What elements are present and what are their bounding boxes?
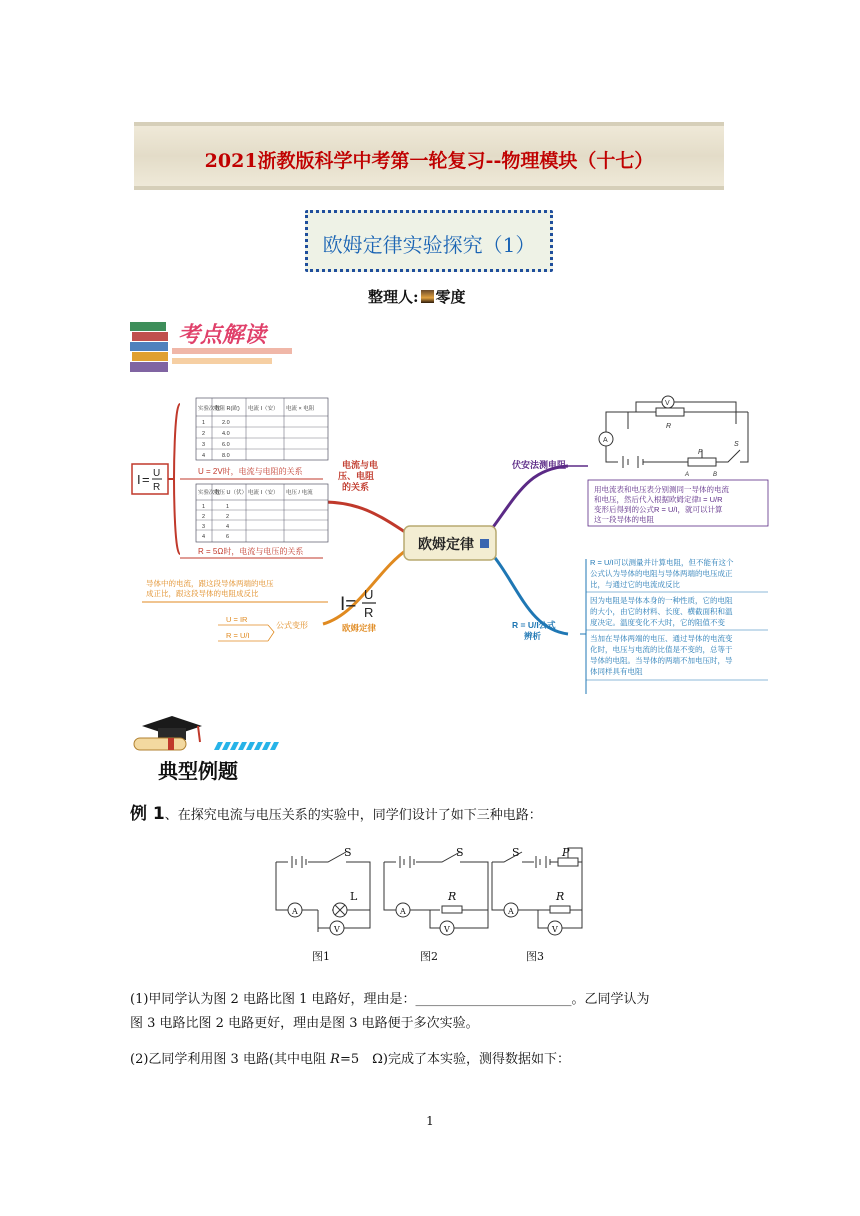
svg-text:R: R xyxy=(364,605,374,620)
mindmap-center-label: 欧姆定律 xyxy=(418,536,474,552)
svg-text:4: 4 xyxy=(202,453,206,459)
svg-text:A: A xyxy=(292,907,298,916)
circuit-figure-3 xyxy=(492,848,582,935)
svg-text:8.0: 8.0 xyxy=(222,453,230,459)
author-avatar-icon xyxy=(421,290,434,303)
svg-text:比，与通过它的电流成反比: 比，与通过它的电流成反比 xyxy=(590,580,680,589)
svg-text:的大小，由它的材料、长度、横截面积和温: 的大小，由它的材料、长度、横截面积和温 xyxy=(590,607,733,616)
svg-text:R: R xyxy=(556,890,565,903)
svg-text:化时，电压与电流的比值是不变的，总等于: 化时，电压与电流的比值是不变的，总等于 xyxy=(590,645,733,654)
svg-text:实验次数: 实验次数 xyxy=(198,490,221,496)
svg-text:B: B xyxy=(713,472,718,478)
svg-text:L: L xyxy=(350,890,358,903)
question-2: (2)乙同学利用图 3 电路(其中电阻 R=5 Ω)完成了本实验，测得数据如下： xyxy=(130,1052,570,1067)
svg-text:体同样具有电阻: 体同样具有电阻 xyxy=(590,667,643,676)
table-voltage xyxy=(196,484,328,542)
svg-text:A: A xyxy=(685,472,690,478)
svg-text:1: 1 xyxy=(202,504,206,510)
svg-text:当加在导体两端的电压、通过导体的电流变: 当加在导体两端的电压、通过导体的电流变 xyxy=(590,634,733,643)
svg-text:U: U xyxy=(364,587,374,602)
branch-formula-analysis: R = U/I公式辨析 xyxy=(512,620,556,641)
voltammetry-circuit xyxy=(599,396,748,468)
author-line xyxy=(368,286,466,307)
table1-caption: U = 2V时，电流与电阻的关系 xyxy=(198,467,303,476)
author-name: 零度 xyxy=(435,288,466,306)
example-number: 例 1 xyxy=(130,804,165,824)
example-circuits xyxy=(270,842,590,972)
svg-text:用电流表和电压表分别测同一导体的电流: 用电流表和电压表分别测同一导体的电流 xyxy=(594,485,729,494)
svg-text:电流 I（安）: 电流 I（安） xyxy=(248,490,279,496)
svg-text:R = U/I可以测量并计算电阻，但不能有这个: R = U/I可以测量并计算电阻，但不能有这个 xyxy=(590,558,734,567)
svg-text:因为电阻是导体本身的一种性质，它的电阻: 因为电阻是导体本身的一种性质，它的电阻 xyxy=(590,596,733,605)
section-header-kaodian xyxy=(128,318,298,376)
author-label: 整理人: xyxy=(368,288,419,306)
svg-text:电流 I（安）: 电流 I（安） xyxy=(248,406,279,412)
svg-text:P: P xyxy=(562,846,570,859)
svg-text:4.0: 4.0 xyxy=(222,431,230,437)
svg-text:电流 × 电阻: 电流 × 电阻 xyxy=(286,406,315,412)
formula-lhs: I xyxy=(137,472,141,487)
note-3 xyxy=(590,633,733,676)
figure-3-caption: 图3 xyxy=(526,950,544,963)
svg-text:4: 4 xyxy=(202,534,206,540)
branch-voltammetry: 伏安法测电阻 xyxy=(512,460,567,470)
branch-relation: 电流与电压、电阻的关系 xyxy=(338,460,379,492)
svg-text:1: 1 xyxy=(226,504,230,510)
table-resistance xyxy=(196,398,328,460)
svg-text:V: V xyxy=(334,925,340,934)
svg-text:电阻 R(欧): 电阻 R(欧) xyxy=(214,406,240,412)
section-header-dianxing xyxy=(128,712,298,784)
section2-label: 典型例题 xyxy=(158,759,238,783)
law-text-1: 导体中的电流，跟这段导体两端的电压 xyxy=(146,579,274,588)
svg-text:公式认为导体的电阻与导体两端的电压成正: 公式认为导体的电阻与导体两端的电压成正 xyxy=(590,569,733,578)
note-2 xyxy=(590,595,733,628)
svg-text:这一段导体的电阻: 这一段导体的电阻 xyxy=(594,515,654,524)
svg-text:A: A xyxy=(603,437,608,444)
question-1-line2: 图 3 电路比图 2 电路更好，理由是图 3 电路便于多次实验。 xyxy=(130,1016,479,1031)
circuit-figure-2 xyxy=(384,852,488,935)
svg-text:2: 2 xyxy=(202,514,206,520)
svg-text:和电压，然后代入根据欧姆定律I = U/R: 和电压，然后代入根据欧姆定律I = U/R xyxy=(594,495,723,504)
svg-text:V: V xyxy=(552,925,558,934)
svg-text:R: R xyxy=(666,423,672,430)
svg-text:6.0: 6.0 xyxy=(222,442,230,448)
transform-1: U = IR xyxy=(226,615,248,624)
svg-text:3: 3 xyxy=(202,442,206,448)
svg-text:变形后得到的公式R = U/I，就可以计算: 变形后得到的公式R = U/I，就可以计算 xyxy=(594,505,723,514)
svg-text:2: 2 xyxy=(202,431,206,437)
note-1 xyxy=(590,557,734,590)
ohm-law-mindmap xyxy=(128,384,778,704)
svg-text:2: 2 xyxy=(226,514,230,520)
svg-text:P: P xyxy=(698,449,703,456)
transform-2: R = U/I xyxy=(226,631,250,640)
page-number: 1 xyxy=(426,1114,434,1128)
svg-text:A: A xyxy=(400,907,406,916)
formula-num: U xyxy=(153,468,161,479)
svg-text:3: 3 xyxy=(202,524,206,530)
title-banner xyxy=(134,122,724,190)
svg-text:1: 1 xyxy=(202,420,206,426)
svg-text:S: S xyxy=(344,846,352,859)
example-intro: 例 1、在探究电流与电压关系的实验中，同学们设计了如下三种电路： xyxy=(130,804,542,824)
svg-text:V: V xyxy=(444,925,450,934)
stripes-decor xyxy=(214,742,279,750)
figure-1-caption: 图1 xyxy=(312,950,330,963)
formula-den: R xyxy=(153,482,161,493)
svg-text:A: A xyxy=(508,907,514,916)
svg-text:2.0: 2.0 xyxy=(222,420,230,426)
map-marker-icon xyxy=(480,539,489,548)
svg-text:S: S xyxy=(512,846,520,859)
graduation-cap-icon xyxy=(134,716,202,750)
subtitle-box xyxy=(305,210,553,272)
svg-text:4: 4 xyxy=(226,524,230,530)
svg-text:S: S xyxy=(456,846,464,859)
branch-ohm-law: 欧姆定律 xyxy=(342,623,377,633)
section1-label: 考点解读 xyxy=(178,323,267,348)
law-text-2: 成正比，跟这段导体的电阻成反比 xyxy=(146,589,259,598)
svg-text:电压 U（伏）: 电压 U（伏） xyxy=(214,490,248,496)
figure-2-caption: 图2 xyxy=(420,950,438,963)
answer-blank[interactable]: ________________________ xyxy=(415,992,572,1007)
svg-text:V: V xyxy=(665,400,670,407)
svg-text:度决定。温度变化不大时，它的阻值不变: 度决定。温度变化不大时，它的阻值不变 xyxy=(590,618,725,627)
svg-text:S: S xyxy=(734,441,739,448)
subtitle: 欧姆定律实验探究（1） xyxy=(322,233,536,257)
svg-text:6: 6 xyxy=(226,534,230,540)
books-icon xyxy=(130,322,168,372)
svg-text:电压 / 电流: 电压 / 电流 xyxy=(286,490,313,496)
svg-text:=: = xyxy=(142,472,150,487)
table2-caption: R = 5Ω时，电流与电压的关系 xyxy=(198,547,304,556)
transform-label: 公式变形 xyxy=(276,621,308,630)
svg-text:R: R xyxy=(448,890,457,903)
page-title: 2021浙教版科学中考第一轮复习--物理模块（十七） xyxy=(204,150,654,172)
svg-text:实验次数: 实验次数 xyxy=(198,406,221,412)
question-1: (1)甲同学认为图 2 电路比图 1 电路好，理由是：________________________。乙同学认为 xyxy=(130,992,650,1007)
svg-text:I=: I= xyxy=(340,594,357,615)
svg-text:导体的电阻。当导体的两端不加电压时，导: 导体的电阻。当导体的两端不加电压时，导 xyxy=(590,656,733,665)
